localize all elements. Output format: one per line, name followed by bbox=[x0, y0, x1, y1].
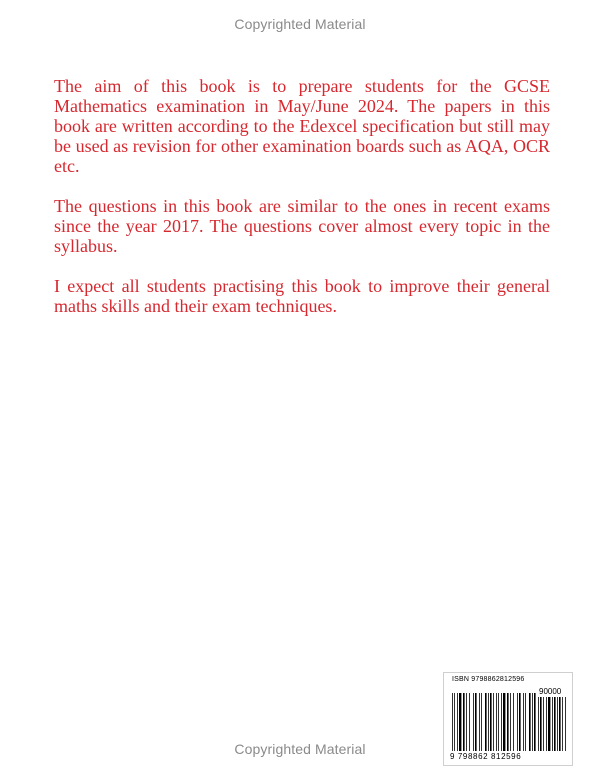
isbn-label: ISBN 9798862812596 bbox=[452, 676, 525, 683]
blurb-paragraph-aim: The aim of this book is to prepare students for the GCSE Mathematics examination in May/June 2024. The papers in this book are written according to the Edexcel specification but still may be used as revision for other examination boards such as AQA, OCR etc. bbox=[54, 76, 550, 176]
price-code: 90000 bbox=[539, 687, 562, 696]
blurb-paragraph-questions: The questions in this book are similar to the ones in recent exams since the year 2017. The questions cover almost every topic in the syllabus. bbox=[54, 196, 550, 256]
back-cover-blurb bbox=[54, 76, 550, 336]
barcode-digits: 9 798862 812596 bbox=[450, 752, 522, 761]
blurb-paragraph-expectation: I expect all students practising this book to improve their general maths skills and their exam techniques. bbox=[54, 276, 550, 316]
copyright-watermark-bottom: Copyrighted Material bbox=[234, 741, 366, 757]
copyright-watermark-top: Copyrighted Material bbox=[234, 16, 366, 32]
